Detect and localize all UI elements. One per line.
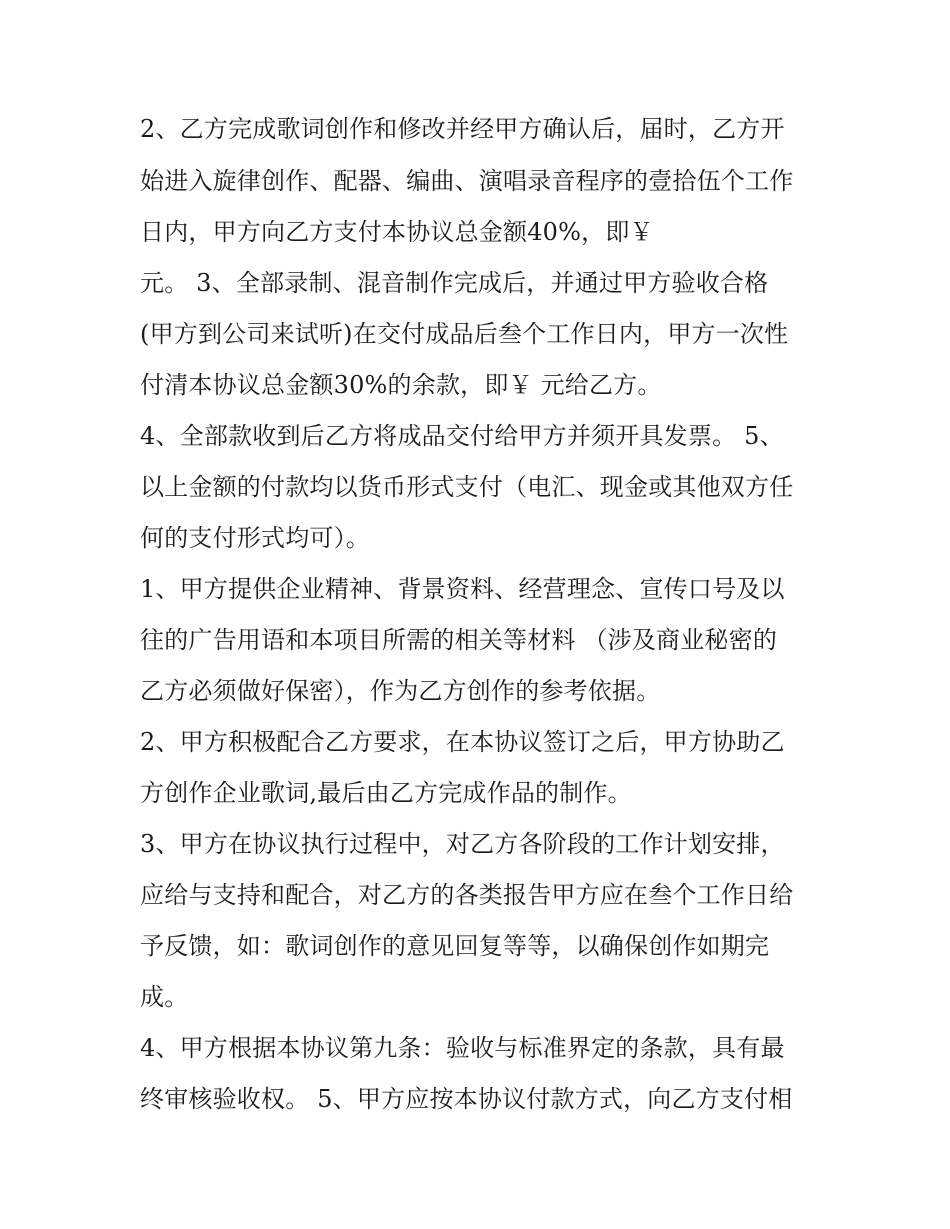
text-line: 应给与支持和配合，对乙方的各类报告甲方应在叁个工作日给 xyxy=(140,881,794,909)
text-line: 付清本协议总金额30%的余款，即￥ 元给乙方。 xyxy=(140,371,662,399)
text-line: 始进入旋律创作、配器、编曲、演唱录音程序的壹拾伍个工作 xyxy=(140,167,794,195)
text-line: 1、甲方提供企业精神、背景资料、经营理念、宣传口号及以 xyxy=(140,575,785,603)
text-line: 终审核验收权。 5、甲方应按本协议付款方式，向乙方支付相 xyxy=(140,1085,793,1113)
text-line: 2、甲方积极配合乙方要求，在本协议签订之后，甲方协助乙 xyxy=(140,728,785,756)
text-line: 方创作企业歌词,最后由乙方完成作品的制作。 xyxy=(140,779,632,807)
text-line: 日内，甲方向乙方支付本协议总金额40%，即￥ xyxy=(140,218,654,246)
text-line: 成。 xyxy=(140,983,189,1011)
text-line: 乙方必须做好保密），作为乙方创作的参考依据。 xyxy=(140,677,661,705)
text-line: 何的支付形式均可）。 xyxy=(140,524,370,552)
text-line: (甲方到公司来试听)在交付成品后叁个工作日内，甲方一次性 xyxy=(140,320,789,348)
text-line: 2、乙方完成歌词创作和修改并经甲方确认后，届时，乙方开 xyxy=(140,115,785,143)
text-line: 3、甲方在协议执行过程中，对乙方各阶段的工作计划安排， xyxy=(140,830,785,858)
text-line: 往的广告用语和本项目所需的相关等材料 （涉及商业秘密的 xyxy=(140,626,778,654)
text-line: 4、全部款收到后乙方将成品交付给甲方并须开具发票。 5、 xyxy=(140,422,784,450)
text-line: 元。 3、全部录制、混音制作完成后，并通过甲方验收合格 xyxy=(140,269,769,297)
text-line: 予反馈，如：歌词创作的意见回复等等，以确保创作如期完 xyxy=(140,932,770,960)
text-line: 4、甲方根据本协议第九条：验收与标准界定的条款，具有最 xyxy=(140,1034,785,1062)
text-line: 以上金额的付款均以货币形式支付（电汇、现金或其他双方任 xyxy=(140,473,794,501)
